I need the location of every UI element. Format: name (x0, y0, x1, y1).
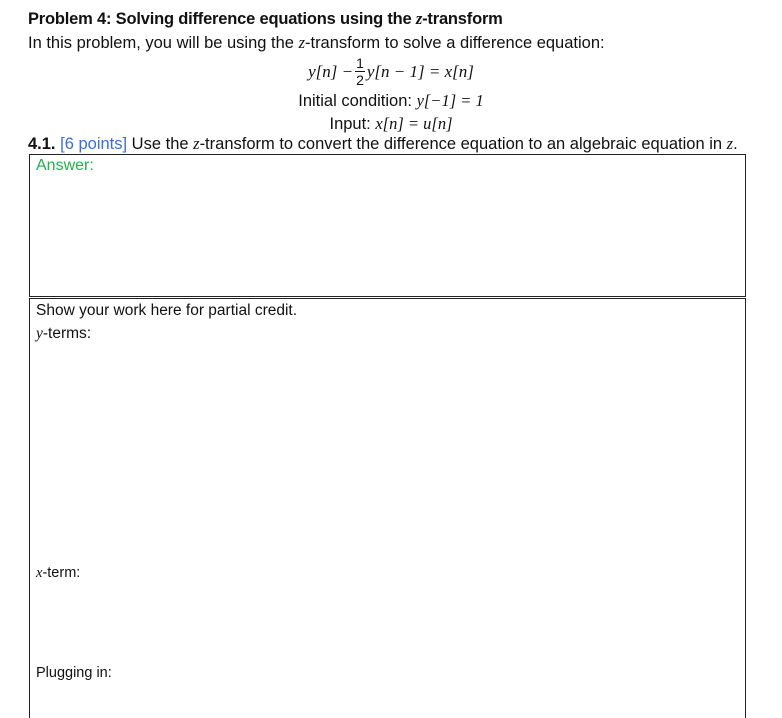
work-box[interactable] (29, 298, 746, 718)
intro-prefix: In this problem, you will be using the (28, 34, 299, 52)
question-variable-2: z (726, 134, 734, 153)
question-text-mid: -transform to convert the difference equation to an algebraic equation in (199, 135, 727, 153)
question-variable: z (193, 134, 200, 153)
initial-condition-expr: y[−1] = 1 (416, 91, 484, 110)
title-prefix: Problem 4: Solving difference equations using the (28, 10, 416, 28)
initial-condition-label: Initial condition: (298, 92, 417, 110)
question-number: 4.1. (28, 135, 56, 153)
answer-label: Answer: (36, 157, 94, 174)
input-expr: x[n] = u[n] (375, 114, 453, 133)
question-text-suffix: . (733, 135, 738, 153)
x-term-text: -term: (42, 565, 81, 581)
equation-lhs-part1: y[n] − (308, 61, 354, 81)
question-points: [6 points] (60, 135, 128, 153)
x-term-label (36, 565, 80, 582)
work-instructions: Show your work here for partial credit. (36, 302, 298, 319)
plugging-in-label: Plugging in: (36, 665, 112, 681)
y-terms-label (36, 325, 91, 343)
problem-intro (28, 33, 605, 53)
intro-variable: z (298, 33, 305, 52)
input-signal (0, 114, 782, 134)
question-text-prefix: Use the (127, 135, 194, 153)
x-term-variable: x (36, 565, 43, 581)
input-label: Input: (329, 115, 376, 133)
problem-title (28, 9, 503, 29)
question-4-1 (28, 134, 738, 154)
equation-lhs-part2: y[n − 1] = x[n] (366, 61, 474, 81)
title-variable: z (415, 9, 423, 28)
title-suffix: -transform (422, 10, 503, 28)
intro-suffix: -transform to solve a difference equation: (304, 34, 605, 52)
answer-box[interactable] (29, 154, 746, 297)
y-terms-text: -terms: (42, 325, 92, 342)
fraction-denominator: 2 (356, 72, 364, 88)
equation-expression (308, 56, 474, 87)
y-terms-variable: y (36, 325, 43, 342)
difference-equation (0, 56, 782, 90)
fraction-numerator: 1 (356, 55, 364, 71)
initial-condition (0, 91, 782, 111)
equation-fraction (355, 56, 365, 87)
